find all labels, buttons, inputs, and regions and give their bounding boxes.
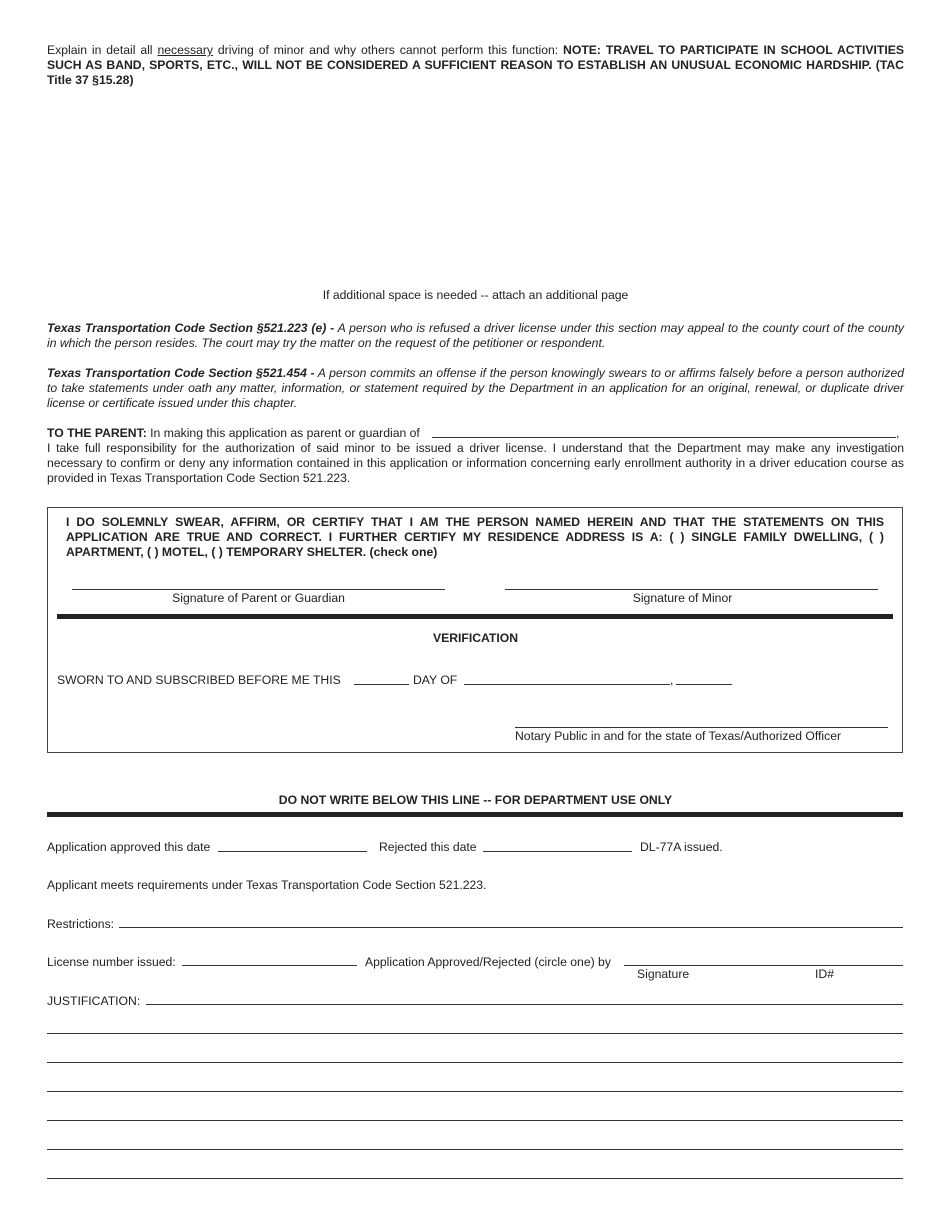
notary-signature-field[interactable] [515, 727, 888, 728]
verification-title: VERIFICATION [432, 631, 519, 645]
dept-use-title: DO NOT WRITE BELOW THIS LINE -- FOR DEPARTMENT USE ONLY [278, 793, 673, 807]
justification-line-7[interactable] [47, 1178, 903, 1179]
dl77a-issued: DL-77A issued. [640, 840, 723, 854]
signature-caption: Signature [637, 967, 690, 981]
oath-text: I DO SOLEMNLY SWEAR, AFFIRM, OR CERTIFY THAT I AM THE PERSON NAMED HEREIN AND THAT THE STATEMENTS ON THIS APPLICATION ARE TRUE AND CORRECT. I FURTHER CERTIFY MY RESIDENCE ADDRESS IS A: ( ) SINGLE FAMILY DWELLING, ( ) APARTMENT, ( ) MOTEL, ( ) TEMPORARY SHELTER. (check one) [66, 515, 884, 559]
sworn-comma: , [670, 673, 674, 687]
to-parent-line [47, 426, 904, 441]
sworn-label: SWORN TO AND SUBSCRIBED BEFORE ME THIS [57, 673, 341, 687]
meets-requirements: Applicant meets requirements under Texas Transportation Code Section 521.223. [47, 878, 487, 892]
thick-divider [57, 614, 893, 619]
to-parent-comma: , [896, 426, 900, 440]
sworn-day-field[interactable] [354, 684, 409, 685]
approved-by-field[interactable] [624, 965, 903, 966]
justification-line-1[interactable] [146, 1004, 903, 1005]
additional-space-note: If additional space is needed -- attach an additional page [322, 288, 629, 302]
rejected-date-field[interactable] [483, 851, 632, 852]
approved-by-label: Application Approved/Rejected (circle one) by [365, 955, 611, 969]
dept-divider [47, 812, 903, 817]
rejected-label: Rejected this date [379, 840, 477, 854]
day-of-label: DAY OF [413, 673, 458, 687]
justification-line-5[interactable] [47, 1120, 903, 1121]
id-caption: ID# [815, 967, 834, 981]
justification-label: JUSTIFICATION: [47, 994, 141, 1008]
parent-signature-field[interactable] [72, 589, 445, 590]
approved-label: Application approved this date [47, 840, 211, 854]
to-parent-text: I take full responsibility for the authorization of said minor to be issued a driver license. I understand that the Department may make any investigation necessary to confirm or deny any information contained in this application or information concerning early enrollment authority in a driver education course as provided in Texas Transportation Code Section 521.223. [47, 441, 904, 485]
instructions-lead: Explain in detail all [47, 43, 158, 57]
instructions-rest: driving of minor and why others cannot perform this function: [212, 43, 564, 57]
justification-line-3[interactable] [47, 1062, 903, 1063]
instructions-note: NOTE: TRAVEL TO PARTICIPATE IN SCHOOL ACTIVITIES SUCH AS BAND, SPORTS, ETC., WILL NOT BE CONSIDERED A SUFFICIENT REASON TO ESTABLISH AN UNUSUAL ECONOMIC HARDSHIP. (TAC Title 37 §15.28) [47, 43, 904, 87]
section-521-223 [47, 321, 904, 351]
parent-signature-label: Signature of Parent or Guardian [172, 591, 345, 605]
minor-signature-label: Signature of Minor [632, 591, 733, 605]
restrictions-label: Restrictions: [47, 917, 115, 931]
section-521-454 [47, 366, 904, 411]
explanation-area[interactable] [47, 92, 904, 282]
restrictions-field[interactable] [119, 927, 903, 928]
instructions-underlined: necessary [157, 43, 213, 57]
instructions-text [47, 43, 904, 88]
approved-date-field[interactable] [218, 851, 367, 852]
minor-signature-field[interactable] [505, 589, 878, 590]
notary-label: Notary Public in and for the state of Texas/Authorized Officer [515, 729, 842, 743]
section-521-223-text: A person who is refused a driver license under this section may appeal to the county court of the county in which the person resides. The court may try the matter on the request of the petitioner or respondent. [47, 321, 904, 350]
justification-line-6[interactable] [47, 1149, 903, 1150]
to-parent-heading: TO THE PARENT: [47, 426, 147, 440]
justification-line-2[interactable] [47, 1033, 903, 1034]
section-521-223-heading: Texas Transportation Code Section §521.223 (e) - [47, 321, 335, 335]
license-number-field[interactable] [182, 965, 357, 966]
sworn-month-field[interactable] [464, 684, 670, 685]
justification-line-4[interactable] [47, 1091, 903, 1092]
to-parent-intro: In making this application as parent or guardian of [146, 426, 420, 440]
section-521-454-text: A person commits an offense if the person knowingly swears to or affirms falsely before a person authorized to take statements under oath any matter, information, or statement required by the Department in an application for an original, renewal, or duplicate driver license or certificate issued under this chapter. [47, 366, 904, 410]
license-number-label: License number issued: [47, 955, 176, 969]
sworn-year-field[interactable] [676, 684, 732, 685]
section-521-454-heading: Texas Transportation Code Section §521.454 - [47, 366, 315, 380]
minor-name-field[interactable] [432, 437, 896, 438]
